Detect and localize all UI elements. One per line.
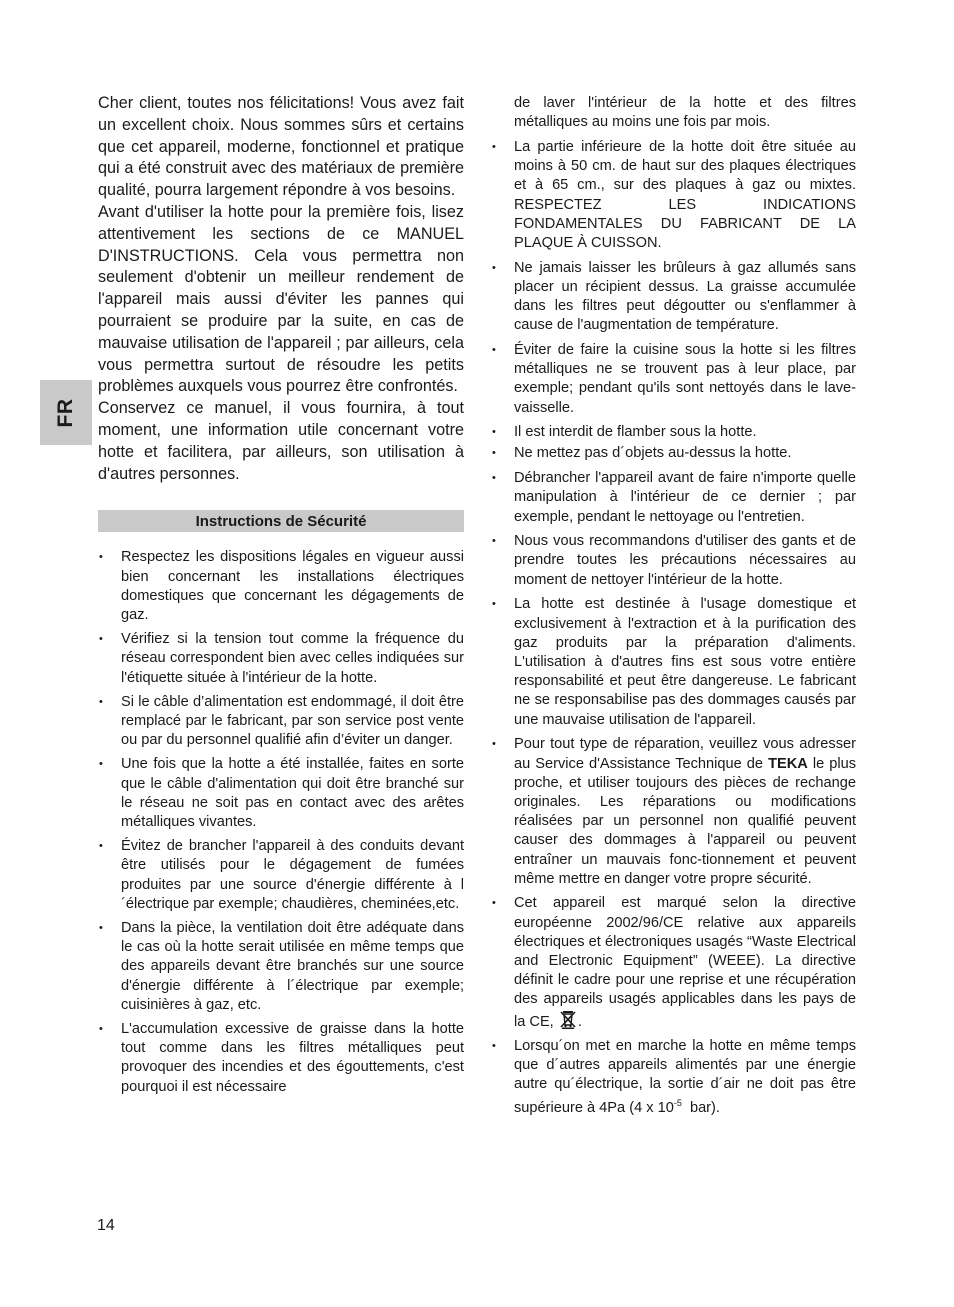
- pressure-unit: bar).: [681, 1100, 720, 1117]
- pressure-exponent: -5: [673, 1098, 682, 1109]
- list-item: • Ne jamais laisser les brûleurs à gaz allumés sans placer un récipient dessus. La graisse accumulée dans les filtres peut dégoutter ou s'enflammer à cause de l'augmentation de température.: [491, 259, 856, 336]
- pressure-text: Lorsqu´on met en marche la hotte en même temps que d´autres appareils alimentés par une énergie autre qu´électrique, la sortie d´air ne doit pas être supérieure à 4Pa (4 x 10: [514, 1037, 856, 1117]
- language-tab: [40, 380, 92, 445]
- list-item: • Éviter de faire la cuisine sous la hotte si les filtres métalliques ne se trouvent pas à leur place, par exemple; pendant qu'ils sont nettoyés dans le lave-vaisselle.: [491, 341, 856, 418]
- weee-bin-icon: [560, 1010, 576, 1035]
- language-label: FR: [54, 398, 77, 427]
- brand-name: TEKA: [768, 755, 808, 772]
- weee-text-end: .: [577, 1013, 582, 1030]
- repair-text-start: Pour tout type de réparation, veuillez vous adresser au Service d'Assistance Technique de: [514, 736, 856, 772]
- intro-paragraph: Conservez ce manuel, il vous fournira, à tout moment, une information utile concernant votre hotte et facilitera, par ailleurs, son utilisation à d'autres personnes.: [98, 399, 464, 483]
- left-column: [98, 93, 464, 1102]
- intro-paragraph: Cher client, toutes nos félicitations! Vous avez fait un excellent choix. Nous sommes sûrs et certains que cet appareil, moderne, fonctionnel et pratique qui a été construit avec des matériaux de première qualité, pourra largement répondre à vos besoins.: [98, 94, 464, 200]
- list-item: • Vérifiez si la tension tout comme la fréquence du réseau correspondent bien avec celles indiquées sur l'étiquette située à l'intérieur de la hotte.: [98, 630, 464, 688]
- list-item-continuation: de laver l'intérieur de la hotte et des filtres métalliques au moins une fois par mois.: [514, 95, 856, 131]
- list-item-weee: [491, 894, 856, 1034]
- list-item: • Une fois que la hotte a été installée, faites en sorte que le câble d'alimentation qui doit être branché sur le réseau ne soit pas en contact avec des arêtes métalliques vivantes.: [98, 755, 464, 832]
- list-item: • Si le câble d’alimentation est endommagé, il doit être remplacé par le fabricant, par son service post vente ou par du personnel qualifié afin d’éviter un danger.: [98, 693, 464, 751]
- list-item: • La partie inférieure de la hotte doit être située au moins à 50 cm. de haut sur des plaques électriques et à 65 cm., sur des plaques à gaz ou mixtes. RESPECTEZ LES INDICATIONS FONDAMENTALES DU FABRICANT DE LA PLAQUE À CUISSON.: [491, 138, 856, 253]
- right-column: [491, 94, 856, 1124]
- list-item: • L'accumulation excessive de graisse dans la hotte tout comme dans les filtres métalliques peut provoquer des incendies et des égouttements, c'est pourquoi il est nécessaire: [98, 1020, 464, 1097]
- page-number: 14: [97, 1217, 115, 1234]
- list-item: • La hotte est destinée à l'usage domestique et exclusivement à l'extraction et à la purification des gaz produits par la préparation d'aliments. L'utilisation à d'autres fins est sous votre entière responsabilité et peut être dangereuse. Le fabricant ne se responsabilise pas des dommages causés par une mauvaise utilisation de l'appareil.: [491, 595, 856, 729]
- safety-list-left: [98, 548, 464, 1096]
- list-item: • Évitez de brancher l'appareil à des conduits devant être utilisés pour le dégagement de fumées produites par une source d'énergie différente à l´électrique par exemple; chaudières, cheminées,etc.: [98, 837, 464, 914]
- list-item: • Ne mettez pas d´objets au-dessus la hotte.: [491, 444, 856, 463]
- list-item: • Nous vous recommandons d'utiliser des gants et de prendre toutes les précautions nécessaires au moment de nettoyer l'intérieur de la hotte.: [491, 532, 856, 590]
- list-item: • Dans la pièce, la ventilation doit être adéquate dans le cas où la hotte serait utilisée en même temps que des appareils devant être branchés sur une source d'énergie différente à l´électrique par exemple; cuisinières à gaz, etc.: [98, 919, 464, 1015]
- weee-text: Cet appareil est marqué selon la directive européenne 2002/96/CE relative aux appareils électriques et électroniques usagés “Waste Electrical and Electronic Equipment” (WEEE). La directive définit le cadre pour une reprise et une récupération des appareils usagés applicables dans les pays de la CE,: [514, 895, 856, 1030]
- section-heading: Instructions de Sécurité: [98, 510, 464, 532]
- intro-text: [98, 93, 464, 485]
- list-item-pressure: [491, 1037, 856, 1119]
- list-item: • Respectez les dispositions légales en vigueur aussi bien concernant les installations électriques domestiques que concernant les dégagements de gaz.: [98, 548, 464, 625]
- list-item: • Débrancher l'appareil avant de faire n'importe quelle manipulation à l'intérieur de ce dernier ; par exemple, pendant le nettoyage ou l'entretien.: [491, 469, 856, 527]
- intro-paragraph: Avant d'utiliser la hotte pour la première fois, lisez attentivement les sections de ce MANUEL D'INSTRUCTIONS. Cela vous permettra non seulement d'obtenir un meilleur rendement de l'appareil mais aussi d'éviter les pannes qui pourraient se produire par la suite, en cas de mauvaise utilisation de l'appareil ; par ailleurs, cela vous permettra surtout de résoudre les petits problèmes auxquels vous pourrez être confrontés.: [98, 202, 464, 396]
- repair-text-end: le plus proche, et utiliser toujours des pièces de rechange originales. Les réparations ou modifications réalisées par un personnel non qualifié peuvent causer des dommages à l'appareil ou peuvent entraîner un mauvais fonc-tionnement et peuvent même mettre en danger votre propre sécurité.: [514, 755, 857, 887]
- safety-list-right: [491, 94, 856, 1119]
- list-item-repair: [491, 735, 856, 889]
- list-item: • Il est interdit de flamber sous la hotte.: [491, 423, 856, 442]
